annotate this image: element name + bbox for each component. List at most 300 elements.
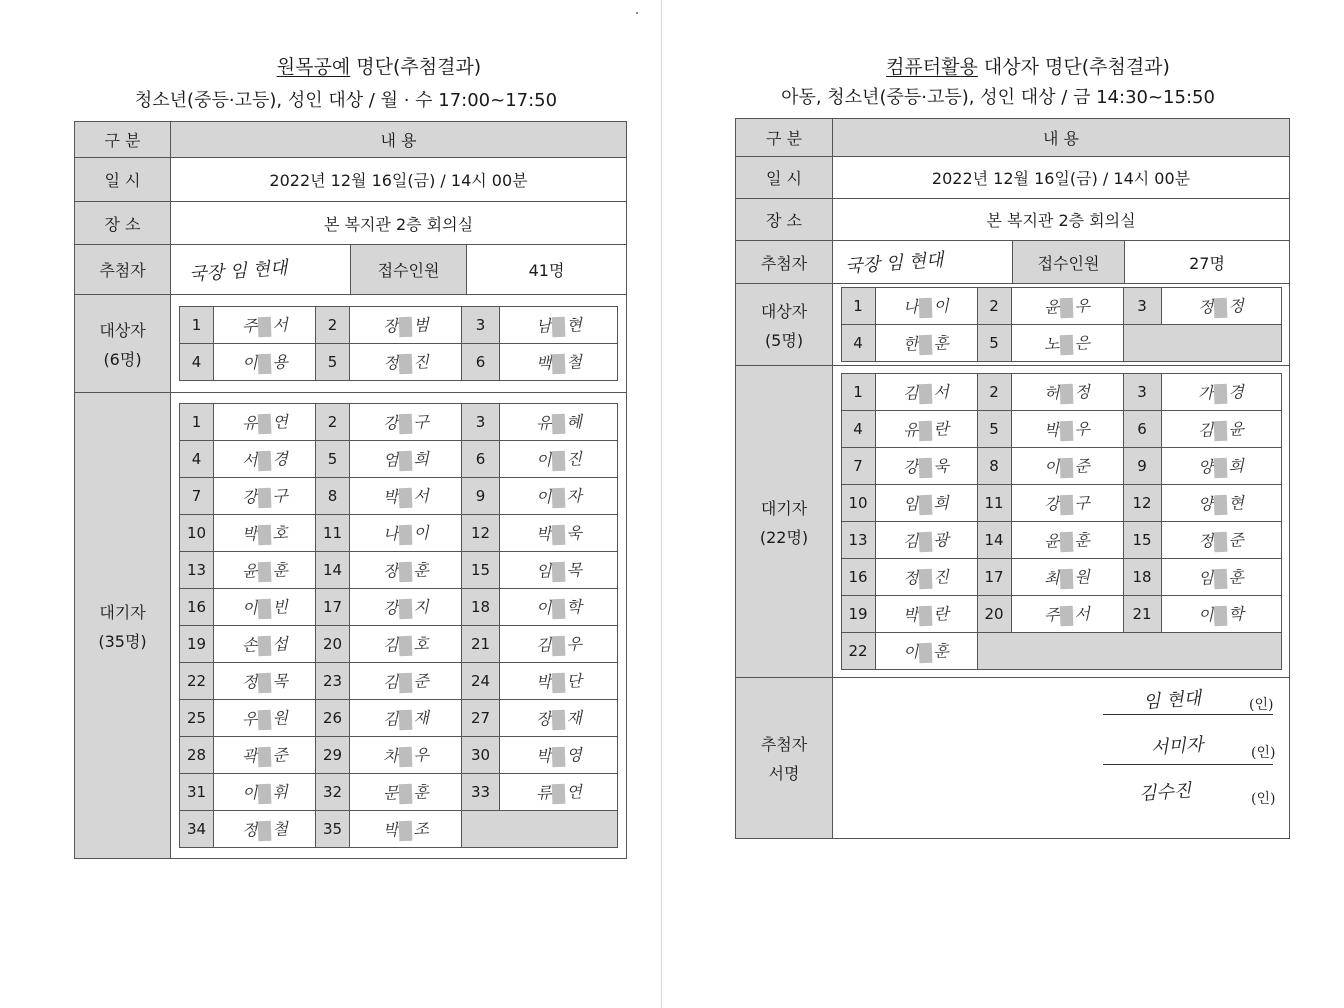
grid-row	[841, 522, 1281, 559]
grid-row	[180, 515, 618, 552]
entry-name	[214, 589, 316, 626]
handwritten-name	[241, 779, 288, 804]
entry-number: 1	[180, 307, 214, 344]
name-first-char: 이	[241, 783, 258, 804]
entry-number: 15	[462, 552, 500, 589]
entry-name	[1011, 411, 1123, 448]
privacy-mask	[919, 458, 933, 478]
name-last-char: 우	[1074, 296, 1091, 316]
handwritten-name	[241, 483, 288, 508]
entry-number: 25	[180, 700, 214, 737]
entry-name	[214, 626, 316, 663]
entry-name	[214, 552, 316, 589]
handwritten-name	[1198, 564, 1245, 589]
privacy-mask	[1214, 532, 1228, 552]
privacy-mask	[1214, 606, 1228, 626]
entry-name	[500, 774, 618, 811]
entry-number: 14	[977, 522, 1011, 559]
privacy-mask	[1060, 495, 1074, 515]
name-last-char: 욱	[565, 523, 582, 543]
grid-row	[180, 626, 618, 663]
handwritten-name	[1044, 293, 1091, 318]
left-header-value: 내 용	[171, 122, 627, 158]
entry-number: 14	[316, 552, 350, 589]
privacy-mask	[1214, 298, 1228, 318]
name-first-char: 강	[902, 457, 919, 478]
name-first-char: 임	[535, 561, 552, 582]
entry-name	[350, 515, 462, 552]
name-last-char: 구	[271, 486, 288, 506]
entry-name	[875, 522, 977, 559]
entry-name	[350, 626, 462, 663]
name-first-char: 이	[535, 487, 552, 508]
name-first-char: 이	[1043, 457, 1060, 478]
entry-name	[1161, 374, 1281, 411]
privacy-mask	[258, 414, 272, 434]
handwritten-name	[535, 631, 582, 656]
signature-3-name: 김수진	[1138, 780, 1192, 805]
name-first-char: 박	[535, 746, 552, 767]
entry-number: 5	[316, 441, 350, 478]
privacy-mask	[258, 488, 272, 508]
privacy-mask	[552, 317, 566, 337]
entry-number: 34	[180, 811, 214, 848]
privacy-mask	[552, 784, 566, 804]
privacy-mask	[919, 384, 933, 404]
name-first-char: 정	[241, 672, 258, 693]
entry-name	[875, 485, 977, 522]
name-first-char: 정	[1197, 297, 1214, 318]
name-last-char: 희	[1228, 456, 1245, 476]
name-last-char: 란	[933, 604, 950, 624]
name-first-char: 박	[535, 672, 552, 693]
name-last-char: 이	[933, 296, 950, 316]
name-last-char: 구	[412, 412, 429, 432]
name-first-char: 강	[382, 413, 399, 434]
grid-row	[841, 411, 1281, 448]
name-last-char: 구	[1074, 493, 1091, 513]
name-first-char: 나	[382, 524, 399, 545]
name-last-char: 단	[565, 671, 582, 691]
name-last-char: 경	[271, 449, 288, 469]
privacy-mask	[552, 525, 566, 545]
blank-cell	[1123, 325, 1281, 362]
handwritten-name	[241, 816, 288, 841]
name-last-char: 훈	[1074, 530, 1091, 550]
entry-number: 11	[977, 485, 1011, 522]
handwritten-name	[241, 594, 288, 619]
signature-row-3	[833, 778, 1289, 814]
right-waiting-grid	[841, 373, 1282, 670]
grid-row	[180, 737, 618, 774]
left-waiting-title: 대기자	[99, 602, 146, 622]
name-first-char: 허	[1043, 383, 1060, 404]
name-last-char: 섭	[271, 634, 288, 654]
name-last-char: 현	[565, 315, 582, 335]
handwritten-name	[903, 293, 950, 318]
entry-number: 35	[316, 811, 350, 848]
privacy-mask	[399, 354, 413, 374]
entry-number: 21	[462, 626, 500, 663]
entry-name	[1011, 596, 1123, 633]
entry-number: 13	[180, 552, 214, 589]
privacy-mask	[919, 532, 933, 552]
name-first-char: 김	[902, 383, 919, 404]
entry-name	[214, 774, 316, 811]
handwritten-name	[382, 668, 429, 693]
privacy-mask	[1060, 421, 1074, 441]
entry-number: 4	[841, 325, 875, 362]
left-drawer-label: 추첨자	[75, 245, 171, 295]
name-first-char: 곽	[241, 746, 258, 767]
handwritten-name	[1044, 527, 1091, 552]
name-last-char: 우	[1074, 419, 1091, 439]
name-first-char: 윤	[1043, 297, 1060, 318]
name-last-char: 호	[271, 523, 288, 543]
name-last-char: 철	[271, 819, 288, 839]
name-last-char: 서	[271, 315, 288, 335]
grid-row	[180, 404, 618, 441]
entry-name	[214, 811, 316, 848]
grid-row	[180, 344, 618, 381]
entry-number: 5	[977, 325, 1011, 362]
entry-name	[500, 737, 618, 774]
name-first-char: 김	[535, 635, 552, 656]
name-last-char: 란	[933, 419, 950, 439]
entry-name	[1011, 448, 1123, 485]
handwritten-name	[535, 483, 582, 508]
name-first-char: 강	[1043, 494, 1060, 515]
handwritten-name	[535, 594, 582, 619]
entry-name	[1011, 374, 1123, 411]
handwritten-name	[1044, 416, 1091, 441]
left-selected-cell	[171, 295, 627, 393]
name-first-char: 정	[241, 820, 258, 841]
left-header-label: 구 분	[75, 122, 171, 158]
entry-number: 29	[316, 737, 350, 774]
name-first-char: 이	[241, 353, 258, 374]
name-last-char: 정	[1228, 296, 1245, 316]
entry-name	[500, 307, 618, 344]
entry-name	[875, 448, 977, 485]
handwritten-name	[1044, 330, 1091, 355]
grid-row	[180, 589, 618, 626]
handwritten-name	[241, 668, 288, 693]
entry-number: 4	[180, 441, 214, 478]
left-drawer-sig-text: 국장 임 현대	[188, 257, 289, 285]
entry-name	[1011, 485, 1123, 522]
right-drawer-label: 추첨자	[736, 241, 833, 284]
entry-number: 4	[180, 344, 214, 381]
entry-name	[500, 404, 618, 441]
grid-row	[180, 811, 618, 848]
handwritten-name	[1198, 379, 1245, 404]
name-first-char: 이	[535, 598, 552, 619]
name-last-char: 혜	[565, 412, 582, 432]
name-first-char: 양	[1197, 494, 1214, 515]
entry-number: 33	[462, 774, 500, 811]
name-last-char: 영	[565, 745, 582, 765]
handwritten-name	[903, 330, 950, 355]
entry-number: 2	[316, 404, 350, 441]
left-page	[0, 0, 662, 1008]
privacy-mask	[399, 525, 413, 545]
name-last-char: 준	[271, 745, 288, 765]
name-first-char: 나	[902, 297, 919, 318]
entry-name	[350, 552, 462, 589]
name-last-char: 원	[271, 708, 288, 728]
privacy-mask	[1060, 298, 1074, 318]
name-first-char: 윤	[1043, 531, 1060, 552]
handwritten-name	[241, 312, 288, 337]
name-last-char: 준	[1228, 530, 1245, 550]
privacy-mask	[552, 673, 566, 693]
name-first-char: 박	[535, 524, 552, 545]
name-first-char: 최	[1043, 568, 1060, 589]
left-selected-grid	[179, 306, 618, 381]
name-first-char: 우	[241, 709, 258, 730]
entry-number: 6	[462, 344, 500, 381]
right-sign-area	[833, 678, 1289, 838]
name-first-char: 정	[902, 568, 919, 589]
entry-number: 3	[1123, 374, 1161, 411]
left-place-label: 장 소	[75, 202, 171, 245]
privacy-mask	[399, 562, 413, 582]
right-selected-cell	[833, 284, 1290, 366]
entry-number: 26	[316, 700, 350, 737]
name-last-char: 욱	[933, 456, 950, 476]
entry-number: 16	[180, 589, 214, 626]
left-title	[96, 52, 662, 79]
name-last-char: 학	[565, 597, 582, 617]
entry-name	[1011, 325, 1123, 362]
signature-2-stamp: (인)	[1251, 745, 1276, 761]
privacy-mask	[1060, 532, 1074, 552]
left-form-table	[74, 121, 627, 859]
left-place-value: 본 복지관 2층 회의실	[171, 202, 627, 245]
entry-number: 12	[1123, 485, 1161, 522]
right-sign-label-1: 추첨자	[760, 735, 808, 754]
handwritten-name	[535, 705, 582, 730]
privacy-mask	[1214, 421, 1228, 441]
privacy-mask	[1214, 569, 1228, 589]
right-waiting-label	[736, 366, 833, 678]
blank-cell	[462, 811, 618, 848]
left-title-program: 원목공예	[276, 56, 351, 78]
entry-name	[350, 441, 462, 478]
name-last-char: 희	[933, 493, 950, 513]
name-last-char: 광	[933, 530, 950, 550]
name-last-char: 진	[933, 567, 950, 587]
privacy-mask	[919, 606, 933, 626]
handwritten-name	[241, 742, 288, 767]
privacy-mask	[552, 414, 566, 434]
privacy-mask	[552, 599, 566, 619]
grid-row	[841, 448, 1281, 485]
name-last-char: 범	[412, 315, 429, 335]
entry-name	[350, 737, 462, 774]
grid-row	[180, 478, 618, 515]
name-first-char: 유	[241, 413, 258, 434]
handwritten-name	[382, 631, 429, 656]
entry-name	[214, 737, 316, 774]
entry-number: 3	[462, 307, 500, 344]
privacy-mask	[399, 784, 413, 804]
name-last-char: 우	[412, 745, 429, 765]
entry-number: 4	[841, 411, 875, 448]
handwritten-name	[535, 409, 582, 434]
right-selected-grid	[841, 287, 1282, 362]
right-title-program: 컴퓨터활용	[886, 56, 978, 78]
privacy-mask	[399, 673, 413, 693]
handwritten-name	[535, 779, 582, 804]
signature-1-name: 임 현대	[1142, 688, 1202, 713]
privacy-mask	[399, 451, 413, 471]
entry-name	[350, 663, 462, 700]
entry-name	[1011, 522, 1123, 559]
name-first-char: 임	[902, 494, 919, 515]
privacy-mask	[258, 317, 272, 337]
entry-name	[1161, 448, 1281, 485]
name-last-char: 준	[412, 671, 429, 691]
left-waiting-label	[75, 393, 171, 859]
handwritten-name	[382, 483, 429, 508]
right-header-label: 구 분	[736, 119, 833, 157]
handwritten-name	[1198, 490, 1245, 515]
name-first-char: 박	[382, 820, 399, 841]
handwritten-name	[903, 601, 950, 626]
entry-number: 7	[841, 448, 875, 485]
privacy-mask	[399, 414, 413, 434]
left-waiting-count: (35명)	[98, 631, 147, 651]
entry-name	[500, 700, 618, 737]
right-sign-label-2: 서명	[768, 764, 800, 783]
name-last-char: 철	[565, 352, 582, 372]
entry-name	[350, 700, 462, 737]
entry-name	[500, 589, 618, 626]
privacy-mask	[552, 354, 566, 374]
entry-number: 16	[841, 559, 875, 596]
grid-row	[180, 307, 618, 344]
name-last-char: 훈	[933, 641, 950, 661]
entry-number: 28	[180, 737, 214, 774]
entry-name	[350, 811, 462, 848]
entry-number: 31	[180, 774, 214, 811]
name-first-char: 강	[382, 598, 399, 619]
handwritten-name	[535, 742, 582, 767]
privacy-mask	[1214, 458, 1228, 478]
right-selected-title: 대상자	[760, 301, 808, 321]
entry-number: 23	[316, 663, 350, 700]
handwritten-name	[1044, 453, 1091, 478]
signature-row-2	[833, 730, 1289, 766]
signature-2-line	[1103, 764, 1273, 765]
privacy-mask	[399, 747, 413, 767]
name-first-char: 유	[535, 413, 552, 434]
name-first-char: 김	[902, 531, 919, 552]
name-first-char: 이	[241, 598, 258, 619]
name-last-char: 원	[1074, 567, 1091, 587]
entry-name	[1161, 411, 1281, 448]
entry-number: 11	[316, 515, 350, 552]
signature-1-line	[1103, 714, 1273, 715]
name-first-char: 김	[382, 635, 399, 656]
name-last-char: 정	[1074, 382, 1091, 402]
right-drawer-signature	[833, 241, 1013, 284]
right-place-label: 장 소	[736, 199, 833, 241]
entry-number: 18	[462, 589, 500, 626]
privacy-mask	[1214, 384, 1228, 404]
entry-name	[214, 404, 316, 441]
name-first-char: 백	[535, 353, 552, 374]
entry-number: 2	[977, 374, 1011, 411]
entry-number: 12	[462, 515, 500, 552]
handwritten-name	[903, 416, 950, 441]
handwritten-name	[535, 668, 582, 693]
right-waiting-cell	[833, 366, 1290, 678]
entry-number: 9	[1123, 448, 1161, 485]
privacy-mask	[1060, 606, 1074, 626]
right-selected-label	[736, 284, 833, 366]
right-header-value: 내 용	[833, 119, 1290, 157]
name-last-char: 연	[565, 782, 582, 802]
name-last-char: 연	[271, 412, 288, 432]
right-title-rest: 대상자 명단(추첨결과)	[977, 56, 1170, 78]
handwritten-name	[382, 520, 429, 545]
name-first-char: 이	[1197, 605, 1214, 626]
name-last-char: 조	[412, 819, 429, 839]
name-first-char: 엄	[382, 450, 399, 471]
entry-name	[875, 559, 977, 596]
handwritten-name	[382, 705, 429, 730]
name-last-char: 자	[565, 486, 582, 506]
name-first-char: 문	[382, 783, 399, 804]
name-first-char: 박	[241, 524, 258, 545]
entry-name	[500, 344, 618, 381]
handwritten-name	[1044, 379, 1091, 404]
name-last-char: 서	[412, 486, 429, 506]
handwritten-name	[1044, 490, 1091, 515]
entry-name	[214, 307, 316, 344]
name-first-char: 장	[382, 561, 399, 582]
entry-number: 5	[977, 411, 1011, 448]
right-date-label: 일 시	[736, 157, 833, 199]
handwritten-name	[1198, 453, 1245, 478]
entry-number: 1	[841, 374, 875, 411]
handwritten-name	[1044, 601, 1091, 626]
handwritten-name	[903, 564, 950, 589]
handwritten-name	[1198, 601, 1245, 626]
entry-number: 20	[316, 626, 350, 663]
privacy-mask	[1060, 384, 1074, 404]
entry-number: 6	[1123, 411, 1161, 448]
handwritten-name	[1198, 293, 1245, 318]
name-first-char: 강	[241, 487, 258, 508]
privacy-mask	[399, 488, 413, 508]
handwritten-name	[382, 816, 429, 841]
entry-name	[350, 307, 462, 344]
privacy-mask	[258, 784, 272, 804]
name-first-char: 윤	[241, 561, 258, 582]
name-first-char: 정	[1197, 531, 1214, 552]
handwritten-name	[903, 379, 950, 404]
grid-row	[180, 441, 618, 478]
privacy-mask	[919, 298, 933, 318]
handwritten-name	[1044, 564, 1091, 589]
entry-number: 19	[180, 626, 214, 663]
privacy-mask	[399, 636, 413, 656]
privacy-mask	[399, 317, 413, 337]
